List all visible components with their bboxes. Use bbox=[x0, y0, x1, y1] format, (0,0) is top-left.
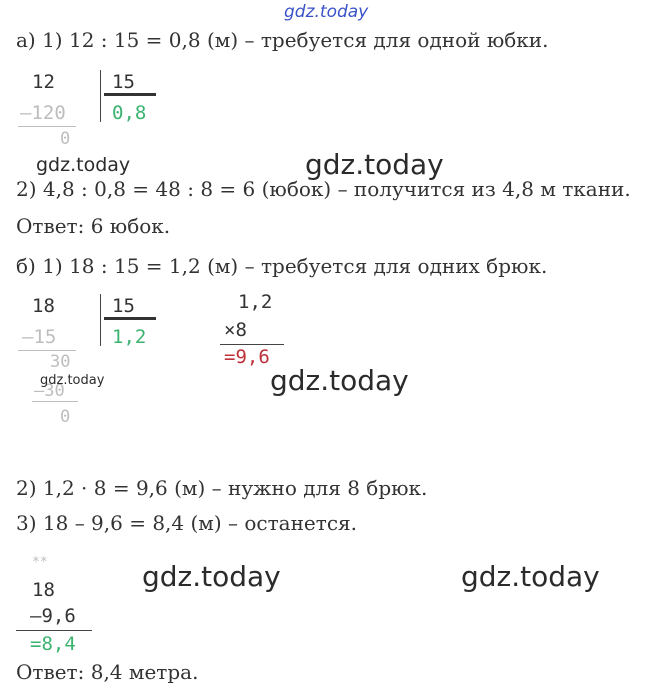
subtraction-b-line bbox=[16, 630, 92, 631]
watermark-6: gdz.today bbox=[461, 560, 600, 593]
part-b-line3: 3) 18 – 9,6 = 8,4 (м) – останется. bbox=[16, 511, 358, 535]
multiplication-b-line bbox=[220, 344, 284, 345]
part-b-line1: б) 1) 18 : 15 = 1,2 (м) – требуется для одних брюк. bbox=[16, 254, 548, 278]
division-b-quotient: 1,2 bbox=[112, 326, 147, 348]
division-a-vline bbox=[100, 70, 101, 122]
division-b-vline bbox=[100, 294, 101, 346]
division-b-subtrahend-2: –30 bbox=[34, 381, 65, 401]
watermark-2: gdz.today bbox=[305, 148, 444, 181]
watermark-3: gdz.today bbox=[40, 373, 105, 388]
subtraction-b-minuend: 18 bbox=[32, 579, 55, 601]
multiplication-b-factor-1: 1,2 bbox=[238, 291, 273, 313]
division-a-dividend: 12 bbox=[32, 71, 55, 93]
division-b-subline-2 bbox=[32, 401, 78, 402]
division-b-subtrahend-1: –15 bbox=[22, 326, 57, 348]
multiplication-b-result: =9,6 bbox=[224, 346, 270, 368]
watermark-top: gdz.today bbox=[284, 2, 369, 22]
division-a-divisor-line bbox=[104, 93, 156, 96]
division-a-quotient: 0,8 bbox=[112, 102, 147, 124]
part-a-line1: а) 1) 12 : 15 = 0,8 (м) – требуется для одной юбки. bbox=[16, 28, 549, 52]
multiplication-b-factor-2: ×8 bbox=[224, 319, 247, 341]
division-a-subline bbox=[18, 126, 76, 127]
part-b-answer: Ответ: 8,4 метра. bbox=[16, 660, 199, 684]
watermark-1: gdz.today bbox=[36, 154, 131, 176]
watermark-4: gdz.today bbox=[270, 364, 409, 397]
part-a-answer: Ответ: 6 юбок. bbox=[16, 214, 171, 238]
division-b-mid: 30 bbox=[50, 352, 71, 372]
division-a-subtrahend: –120 bbox=[20, 102, 66, 124]
part-a-line2: 2) 4,8 : 0,8 = 48 : 8 = 6 (юбок) – получится из 4,8 м ткани. bbox=[16, 177, 631, 201]
division-b-divisor: 15 bbox=[112, 295, 135, 317]
division-a-remainder: 0 bbox=[60, 129, 71, 149]
division-b-divisor-line bbox=[104, 317, 156, 320]
subtraction-b-marks: ** bbox=[32, 555, 48, 570]
watermark-5: gdz.today bbox=[142, 560, 281, 593]
division-b-dividend: 18 bbox=[32, 295, 55, 317]
part-b-line2: 2) 1,2 · 8 = 9,6 (м) – нужно для 8 брюк. bbox=[16, 476, 428, 500]
subtraction-b-subtrahend: –9,6 bbox=[30, 605, 76, 627]
subtraction-b-result: =8,4 bbox=[30, 633, 76, 655]
division-a-divisor: 15 bbox=[112, 71, 135, 93]
division-b-remainder: 0 bbox=[60, 407, 71, 427]
